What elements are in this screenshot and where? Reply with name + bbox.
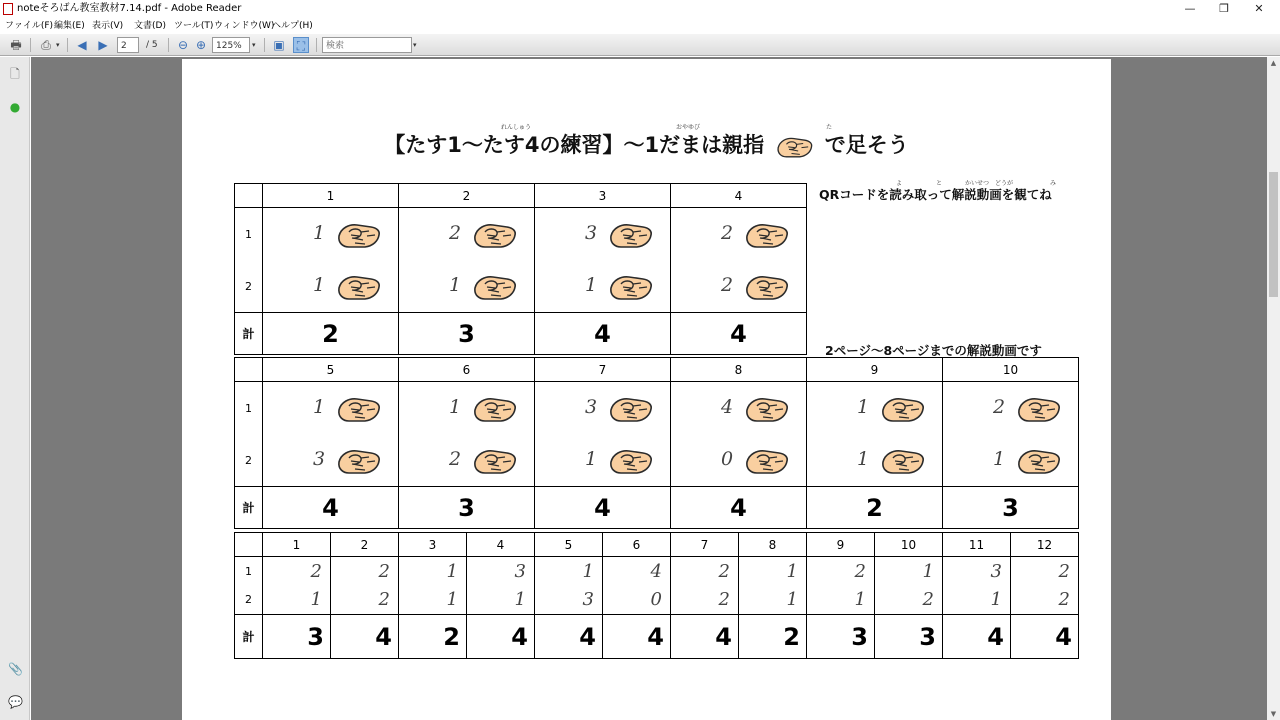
addend-wrap: [399, 208, 534, 260]
addend-wrap: [399, 260, 534, 312]
menu-file[interactable]: ファイル(F): [5, 21, 54, 31]
addend-cell: [263, 586, 331, 615]
thumb-hand-icon: [741, 216, 791, 252]
addend-row: [235, 382, 1079, 435]
thumb-hand-icon: [333, 442, 383, 478]
addend-number: 2: [449, 448, 462, 470]
window-title: noteそろばん教室教材7.14.pdf - Adobe Reader: [17, 3, 242, 14]
addend-wrap: [263, 260, 398, 312]
addend-cell: [671, 208, 807, 261]
addend-number: 1: [993, 448, 1006, 470]
column-header: 8: [739, 533, 807, 557]
addend-number: 1: [449, 274, 462, 296]
total-cell: 4: [331, 615, 399, 659]
addend-number: 2: [378, 560, 390, 582]
total-cell: 4: [263, 487, 399, 529]
addend-number: 3: [990, 560, 1002, 582]
thumb-hand-icon: [469, 268, 519, 304]
addend-cell: [875, 557, 943, 586]
total-cell: 3: [807, 615, 875, 659]
column-header: 1: [263, 533, 331, 557]
addend-cell: [807, 557, 875, 586]
addend-cell: [1011, 586, 1079, 615]
addend-row: [235, 586, 1079, 615]
addend-cell: [399, 382, 535, 435]
addend-number: 3: [514, 560, 526, 582]
thumb-hand-icon: [741, 268, 791, 304]
addend-cell: [263, 260, 399, 313]
scroll-up-icon[interactable]: ▲: [1270, 59, 1277, 67]
addend-cell: [467, 557, 535, 586]
addend-cell: [943, 557, 1011, 586]
addend-number: 2: [993, 396, 1006, 418]
addend-wrap: [535, 434, 670, 486]
addend-wrap: [943, 434, 1078, 486]
menu-window[interactable]: ウィンドウ(W): [214, 21, 275, 31]
addend-cell: [807, 382, 943, 435]
addend-number: 4: [650, 560, 662, 582]
addend-wrap: [943, 382, 1078, 434]
total-cell: 3: [875, 615, 943, 659]
total-cell: 4: [671, 487, 807, 529]
header-row: [235, 358, 1079, 382]
minimize-button[interactable]: —: [1184, 2, 1196, 15]
pdf-file-icon: [3, 3, 13, 15]
addend-wrap: [399, 434, 534, 486]
problems-table-1: [234, 183, 807, 355]
addend-cell: [263, 434, 399, 487]
thumb-hand-icon: [605, 442, 655, 478]
column-header: 10: [943, 358, 1079, 382]
share-icon[interactable]: ⎙: [41, 38, 51, 52]
column-header: 4: [671, 184, 807, 208]
addend-number: 2: [721, 222, 734, 244]
thumb-hand-icon: [1013, 390, 1063, 426]
pages-icon[interactable]: 🗋: [10, 67, 20, 81]
share-dropdown-icon[interactable]: ▾: [56, 41, 60, 49]
signature-icon[interactable]: ●: [9, 100, 21, 114]
addend-wrap: [535, 260, 670, 312]
addend-wrap: [535, 382, 670, 434]
menu-tools[interactable]: ツール(T): [174, 21, 214, 31]
toolbar: [0, 34, 1280, 56]
scrollbar-thumb[interactable]: [1269, 172, 1278, 297]
addend-number: 1: [582, 560, 594, 582]
addend-number: 1: [990, 589, 1002, 611]
ruby-to: と: [936, 180, 943, 187]
addend-wrap: [263, 208, 398, 260]
addend-cell: [671, 382, 807, 435]
thumb-hand-icon: [333, 268, 383, 304]
total-label: 計: [235, 487, 263, 529]
zoom-dropdown-icon[interactable]: ▾: [252, 41, 256, 49]
addend-cell: [535, 260, 671, 313]
previous-page-icon[interactable]: ◀: [77, 38, 87, 52]
addend-row: [235, 260, 807, 313]
thumb-hand-icon: [771, 131, 817, 161]
addend-cell: [671, 557, 739, 586]
column-header: 3: [535, 184, 671, 208]
addend-cell: [331, 586, 399, 615]
attachments-icon[interactable]: 📎: [8, 662, 23, 676]
restore-button[interactable]: ❐: [1219, 2, 1229, 15]
column-header: 12: [1011, 533, 1079, 557]
thumb-hand-icon: [605, 268, 655, 304]
menu-edit[interactable]: 編集(E): [54, 21, 85, 31]
ruby-kaisetsu: かいせつ: [965, 180, 990, 187]
column-header: 10: [875, 533, 943, 557]
corner-cell: [235, 533, 263, 557]
row-label: 1: [235, 382, 263, 435]
addend-cell: [535, 586, 603, 615]
addend-cell: [263, 208, 399, 261]
total-label: 計: [235, 313, 263, 355]
ruby-oyayubi: おやゆび: [676, 124, 701, 131]
addend-number: 2: [718, 589, 730, 611]
addend-wrap: [671, 260, 806, 312]
full-screen-icon[interactable]: ⛶: [293, 37, 309, 53]
thumb-hand-icon: [877, 442, 927, 478]
addend-row: [235, 557, 1079, 586]
row-label: 2: [235, 586, 263, 615]
search-input[interactable]: 検索: [322, 37, 412, 53]
column-header: 5: [263, 358, 399, 382]
addend-cell: [671, 434, 807, 487]
addend-cell: [807, 586, 875, 615]
thumb-hand-icon: [741, 442, 791, 478]
addend-cell: [535, 382, 671, 435]
addend-number: 1: [313, 396, 326, 418]
menu-help[interactable]: ヘルプ(H): [272, 21, 313, 31]
addend-number: 0: [650, 589, 662, 611]
zoom-in-icon[interactable]: ⊕: [195, 38, 207, 52]
total-cell: 4: [943, 615, 1011, 659]
addend-cell: [535, 434, 671, 487]
row-label: 2: [235, 260, 263, 313]
row-label: 1: [235, 557, 263, 586]
addend-cell: [535, 208, 671, 261]
row-label: 1: [235, 208, 263, 261]
ruby-ta: た: [826, 124, 833, 131]
addend-number: 1: [449, 396, 462, 418]
menu-view[interactable]: 表示(V): [92, 21, 124, 31]
addend-number: 1: [857, 396, 870, 418]
addend-cell: [603, 557, 671, 586]
total-cell: 4: [671, 615, 739, 659]
addend-wrap: [399, 382, 534, 434]
total-cell: 3: [399, 487, 535, 529]
addend-cell: [263, 557, 331, 586]
addend-wrap: [535, 208, 670, 260]
addend-cell: [943, 434, 1079, 487]
column-header: 7: [671, 533, 739, 557]
thumb-hand-icon: [877, 390, 927, 426]
ruby-yomi: よ: [896, 180, 903, 187]
row-label: 2: [235, 434, 263, 487]
column-header: 8: [671, 358, 807, 382]
total-row: [235, 313, 807, 355]
thumb-hand-icon: [469, 442, 519, 478]
zoom-out-icon[interactable]: ⊖: [177, 38, 189, 52]
addend-number: 1: [514, 589, 526, 611]
page-title-suffix: で足そう: [824, 133, 909, 157]
vertical-scrollbar[interactable]: [1267, 57, 1280, 720]
total-cell: 4: [535, 487, 671, 529]
window-titlebar: [0, 0, 1280, 18]
addend-cell: [671, 586, 739, 615]
total-cell: 4: [535, 313, 671, 355]
addend-cell: [943, 382, 1079, 435]
addend-number: 3: [582, 589, 594, 611]
addend-number: 1: [446, 560, 458, 582]
column-header: 6: [603, 533, 671, 557]
addend-cell: [739, 557, 807, 586]
column-header: 9: [807, 533, 875, 557]
total-cell: 2: [399, 615, 467, 659]
header-row: [235, 533, 1079, 557]
column-header: 6: [399, 358, 535, 382]
addend-cell: [331, 557, 399, 586]
addend-wrap: [807, 382, 942, 434]
addend-wrap: [671, 434, 806, 486]
addend-number: 2: [1058, 589, 1070, 611]
total-cell: 2: [263, 313, 399, 355]
addend-wrap: [671, 382, 806, 434]
addend-number: 4: [721, 396, 734, 418]
fit-page-icon[interactable]: ▣: [273, 38, 285, 52]
problems-table-2: [234, 357, 1079, 529]
page-total: / 5: [146, 40, 158, 50]
addend-number: 2: [310, 560, 322, 582]
comments-icon[interactable]: 💬: [8, 695, 23, 709]
column-header: 9: [807, 358, 943, 382]
addend-number: 1: [446, 589, 458, 611]
next-page-icon[interactable]: ▶: [98, 38, 108, 52]
thumb-hand-icon: [1013, 442, 1063, 478]
menu-document[interactable]: 文書(D): [134, 21, 166, 31]
ruby-mi: み: [1050, 180, 1057, 187]
column-header: 4: [467, 533, 535, 557]
addend-number: 1: [786, 560, 798, 582]
addend-number: 1: [310, 589, 322, 611]
addend-number: 1: [854, 589, 866, 611]
addend-number: 0: [721, 448, 734, 470]
corner-cell: [235, 184, 263, 208]
addend-cell: [399, 208, 535, 261]
addend-number: 2: [449, 222, 462, 244]
total-cell: 2: [739, 615, 807, 659]
addend-cell: [399, 260, 535, 313]
thumb-hand-icon: [605, 216, 655, 252]
addend-cell: [739, 586, 807, 615]
addend-cell: [467, 586, 535, 615]
pages-note: 2ページ～8ページまでの解説動画です: [825, 343, 1042, 358]
total-cell: 4: [603, 615, 671, 659]
addend-number: 3: [585, 222, 598, 244]
addend-row: [235, 434, 1079, 487]
total-cell: 4: [467, 615, 535, 659]
addend-wrap: [263, 434, 398, 486]
addend-cell: [535, 557, 603, 586]
total-row: [235, 615, 1079, 659]
thumb-hand-icon: [605, 390, 655, 426]
column-header: 3: [399, 533, 467, 557]
addend-number: 1: [786, 589, 798, 611]
document-canvas: [31, 57, 1267, 720]
addend-cell: [807, 434, 943, 487]
total-cell: 4: [1011, 615, 1079, 659]
addend-number: 1: [313, 222, 326, 244]
scroll-down-icon[interactable]: ▼: [1270, 710, 1277, 718]
addend-number: 1: [585, 448, 598, 470]
ruby-renshuu: れんしゅう: [501, 124, 532, 131]
addend-number: 2: [378, 589, 390, 611]
addend-wrap: [807, 434, 942, 486]
pdf-page: [182, 59, 1111, 720]
page-number-input[interactable]: 2: [117, 37, 139, 53]
addend-number: 2: [721, 274, 734, 296]
addend-cell: [603, 586, 671, 615]
addend-row: [235, 208, 807, 261]
addend-number: 1: [857, 448, 870, 470]
thumb-hand-icon: [333, 216, 383, 252]
corner-cell: [235, 358, 263, 382]
addend-cell: [263, 382, 399, 435]
total-row: [235, 487, 1079, 529]
addend-cell: [399, 586, 467, 615]
total-cell: 3: [263, 615, 331, 659]
total-cell: 4: [671, 313, 807, 355]
total-cell: 3: [943, 487, 1079, 529]
column-header: 7: [535, 358, 671, 382]
addend-number: 1: [313, 274, 326, 296]
column-header: 2: [331, 533, 399, 557]
column-header: 11: [943, 533, 1011, 557]
addend-number: 3: [313, 448, 326, 470]
addend-number: 2: [922, 589, 934, 611]
addend-cell: [875, 586, 943, 615]
problems-table-3: [234, 532, 1079, 659]
addend-cell: [671, 260, 807, 313]
column-header: 2: [399, 184, 535, 208]
page-title-text: 【たす1～たす4の練習】～1だまは親指: [384, 133, 765, 157]
qr-note: QRコードを読み取って解説動画を観てね: [819, 187, 1052, 202]
column-header: 1: [263, 184, 399, 208]
addend-number: 2: [854, 560, 866, 582]
addend-number: 1: [585, 274, 598, 296]
thumb-hand-icon: [333, 390, 383, 426]
print-icon[interactable]: 🖶: [10, 38, 22, 52]
addend-number: 3: [585, 396, 598, 418]
addend-wrap: [671, 208, 806, 260]
zoom-level-input[interactable]: 125%: [212, 37, 250, 53]
total-label: 計: [235, 615, 263, 659]
column-header: 5: [535, 533, 603, 557]
total-cell: 4: [535, 615, 603, 659]
addend-cell: [399, 557, 467, 586]
addend-cell: [943, 586, 1011, 615]
addend-cell: [1011, 557, 1079, 586]
total-cell: 2: [807, 487, 943, 529]
search-dropdown-icon[interactable]: ▾: [413, 41, 417, 49]
addend-cell: [399, 434, 535, 487]
addend-number: 2: [1058, 560, 1070, 582]
addend-number: 1: [922, 560, 934, 582]
addend-wrap: [263, 382, 398, 434]
ruby-douga: どうが: [995, 180, 1014, 187]
close-button[interactable]: ✕: [1254, 2, 1264, 15]
header-row: [235, 184, 807, 208]
page-title: [182, 129, 1111, 161]
thumb-hand-icon: [741, 390, 791, 426]
addend-number: 2: [718, 560, 730, 582]
total-cell: 3: [399, 313, 535, 355]
thumb-hand-icon: [469, 216, 519, 252]
menu-bar: [0, 18, 1280, 34]
navigation-panel: [0, 57, 30, 720]
thumb-hand-icon: [469, 390, 519, 426]
